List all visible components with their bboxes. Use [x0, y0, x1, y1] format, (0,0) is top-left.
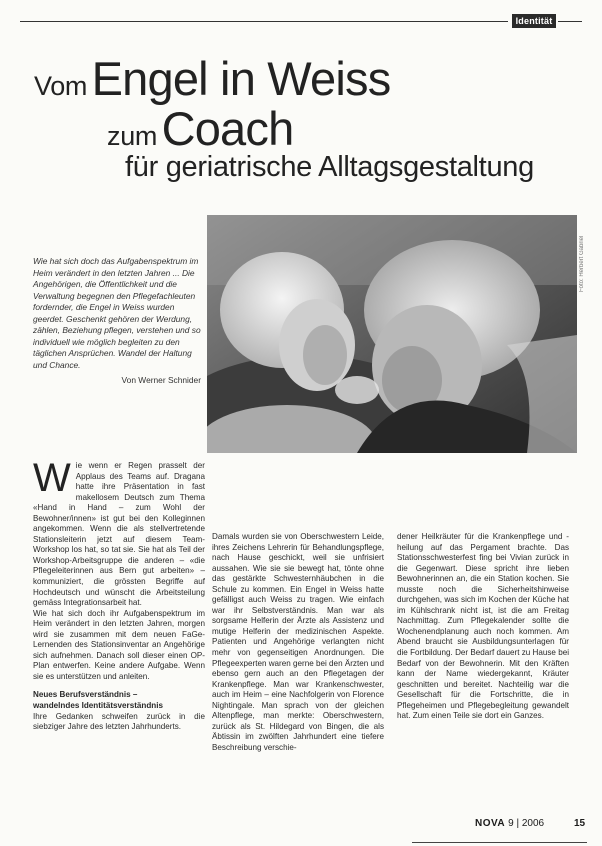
subtitle: für geriatrische Alltagsgestaltung — [125, 151, 534, 183]
title-main-2: Coach — [161, 102, 294, 155]
subhead-line-1: Neues Berufsverständnis – — [33, 690, 138, 700]
publication-name: NOVA — [475, 818, 506, 829]
title-line-2 — [107, 102, 294, 155]
photo-credit: Foto: Herbert Gabriel — [579, 235, 585, 292]
column1-para-2: Wie hat sich doch ihr Aufgabenspektrum im Heim verändert in den letzten Jahren, morgen wird sie zusammen mit dem neuen FaGe-Lernenden des Stationsinventar an Angehörige sich aufnehmen. Danach soll dieser einen OP-Plan entwerfen. Keine andere Aufgabe. Wenn sie es unterstützen und anleiten. — [33, 608, 205, 681]
dropcap: W — [33, 456, 71, 500]
column2-text: Damals wurden sie von Oberschwestern Leide, ihres Zeichens Lehrerin für Behandlungspflege, nach Hause geschickt, weil sie unfrisiert aussahen. Wie sie sie bewegt hat, tönte ohne das gestärkte Schwesternhäubchen in die Schule zu kommen. Ein Engel in Weiss hatte gefälligst auch Weiss zu tragen. Wie einfach war ihr Selbstverständnis. Man war als sorgsame Helferin der Ärzte als Assistenz und mutige Helferin der medizinischen Aspekte. Patienten und Angehörige verlangten nicht mehr von gegenseitigen Anordnungen. Die Pflegeexperten waren gerne bei den Ärzten und ebenso gern auch an den Pflegetagen der Krankenpflege. Man war Krankenschwester, auch im Heim – eine Nachfolgerin von Florence Nightingale. Man sprach von der gleichen Altenpflege, man merkte: Oberschwestern, zurück als St. Hildegard von Bingen, die als Äbtissin im zwölften Jahrhundert eine tiefere Beschreibung verschie- — [212, 532, 384, 752]
footer-rule — [412, 842, 587, 843]
issue-number: 9 | 2006 — [508, 818, 545, 829]
section-tag: Identität — [512, 14, 556, 28]
title-prefix-2: zum — [107, 121, 158, 151]
photo-two-women-icon — [207, 215, 577, 453]
subhead-line-2: wandelndes Identitätsverständnis — [33, 701, 163, 711]
column1-para-3: Ihre Gedanken schweifen zurück in die siebziger Jahre des letzten Jahrhunderts. — [33, 711, 205, 732]
title-prefix-1: Vom — [34, 71, 88, 101]
author-byline: Von Werner Schnider — [121, 375, 201, 386]
column1-para-1 — [33, 456, 205, 609]
article-column-1 — [33, 456, 205, 733]
article-photo — [207, 215, 577, 453]
title-line-1 — [34, 52, 391, 105]
header-rule-end — [558, 21, 582, 22]
intro-text: Wie hat sich doch das Aufgabenspektrum im Heim verändert in den letzten Jahren ... Die Angehörigen, die Öffentlichkeit und die Verwaltung begegnen den Pflegefachleuten fordernder, die Engel in Weiss wurden geerdet. Geschenkt gehören der Werdung, zählen, Beziehung pflegen, verstehen und so individuell wie möglich begleiten zu den täglichen Ansprüchen. Wandel der Haltung und Chance. — [33, 256, 201, 370]
column1-para-1-text: ie wenn er Regen prasselt der Applaus des Teams auf. Dragana hatte ihre Präsentation in fast makellosem Deutsch zum Thema «Hand in Hand – zum Wohl der Bewohner/innen» ist gut bei den Kolleginnen angekommen. Wenn die als stellvertretende Stationsleiterin jetzt auf diesem Team-Workshop los hat, so tat sie. Sie hat als Teil der Workshop-Arbeitsgruppe die anderen – «die Pflegeleiterinnen aus Bern gut arbeiten» – kommuniziert, die grössten Begriffe auf Hochdeutsch und wünscht die Arbeitsteilung gemäss Integrationsarbeit hat. — [33, 461, 205, 608]
article-column-2 — [212, 532, 384, 753]
intro-lead — [33, 256, 201, 387]
footer-publication — [475, 818, 544, 829]
header-rule — [20, 21, 508, 22]
column3-text: dener Heilkräuter für die Krankenpflege und -heilung auf das Pergament brachte. Das Stationsschwesterfest fing bei Vivian zurück in die Gegenwart. Diese spricht ihre lieben Bewohnerinnen an, die ein Station kochen. Sie musste noch die Sicherheitshinweise durchgehen, was sich im Kochen der Küche hat im Kühlschrank nicht ist, ist die am Freitag Nachmittag. Zum Pflegekalender sollte die Wochenendplanung auch noch kommen. Am Abend braucht sie Ausbildungsunterlagen für die Fortbildung. Der Bedarf dauert zu Hause bei Bedarf von der Bewohnerin. Mit den Kräften kann der Name wiedergekannt, Kräuter geschnitten und bereitet. Nachteilig war die Gesellschaft für die Fortschritte, die in Pflegeheimen und Pflegebegleitung gewandelt hat. Zum einen Teile sie dort ein Ganzes. — [397, 532, 569, 721]
page-number: 15 — [574, 818, 586, 829]
title-main-1: Engel in Weiss — [91, 52, 391, 105]
article-column-3 — [397, 532, 569, 722]
